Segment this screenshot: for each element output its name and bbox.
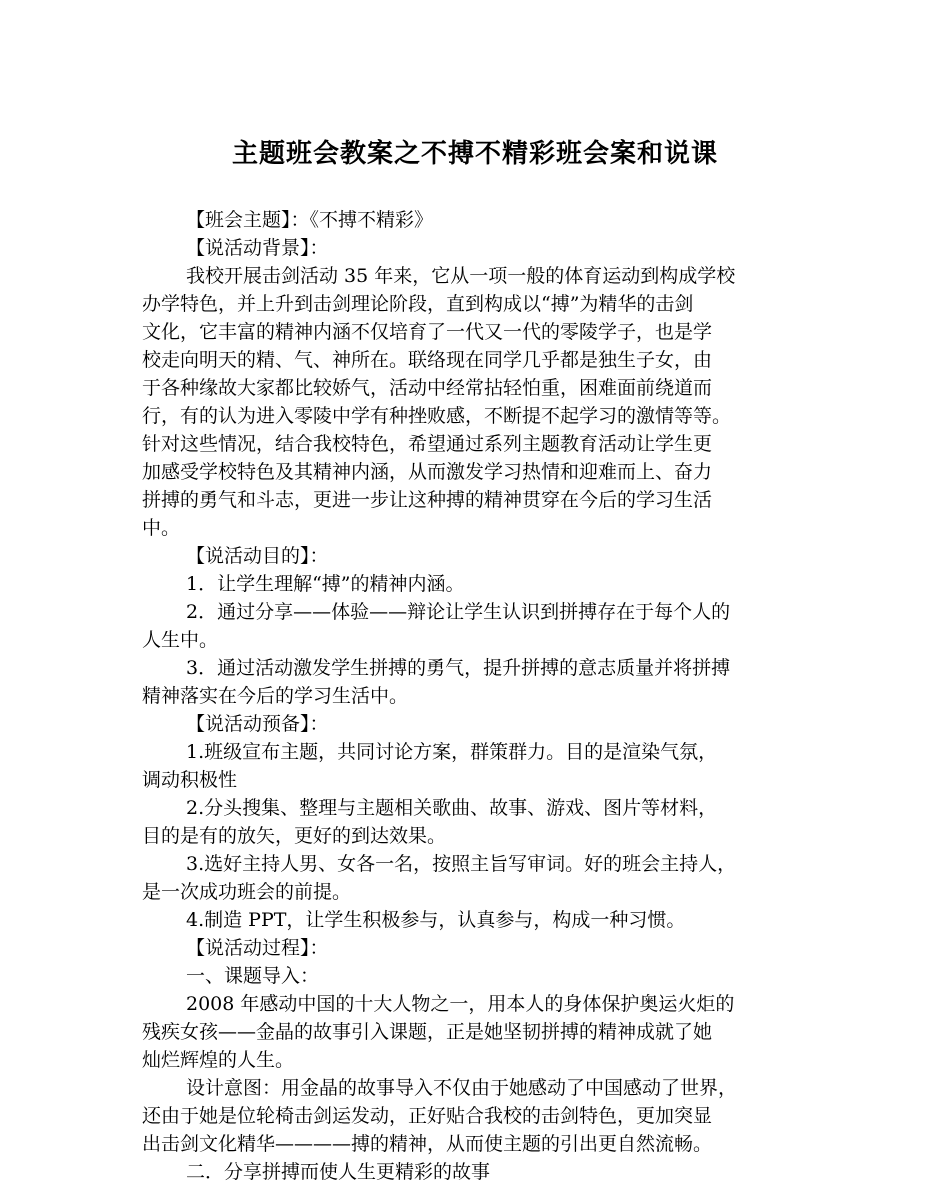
text-line: 办学特色，并上升到击剑理论阶段，直到构成以“搏”为精华的击剑 — [142, 293, 694, 315]
text-line: 精神落实在今后的学习生活中。 — [142, 685, 409, 707]
text-line: 出击剑文化精华————搏的精神，从而使主题的引出更自然流畅。 — [142, 1133, 713, 1155]
text-line: 【说活动预备】： — [186, 713, 329, 735]
text-line: 【班会主题】：《不搏不精彩》 — [186, 209, 434, 231]
text-line: 行，有的认为进入零陵中学有种挫败感，不断提不起学习的激情等等。 — [142, 405, 732, 427]
text-line: 3.选好主持人男、女各一名，按照主旨写审词。好的班会主持人， — [186, 853, 737, 875]
text-line: 一、课题导入： — [186, 965, 320, 987]
text-line: 灿烂辉煌的人生。 — [142, 1049, 295, 1071]
text-line: 残疾女孩——金晶的故事引入课题，正是她坚韧拼搏的精神成就了她 — [142, 1021, 713, 1043]
document-body — [142, 206, 814, 1186]
text-line: 2.分头搜集、整理与主题相关歌曲、故事、游戏、图片等材料， — [186, 797, 718, 819]
text-line: 【说活动过程】： — [186, 937, 329, 959]
text-line: 2．通过分享——体验——辩论让学生认识到拼搏存在于每个人的 — [186, 601, 731, 623]
text-line: 目的是有的放矢，更好的到达效果。 — [142, 825, 447, 847]
text-line: 我校开展击剑活动 35 年来，它从一项一般的体育运动到构成学校 — [186, 265, 736, 287]
text-line: 3．通过活动激发学生拼搏的勇气，提升拼搏的意志质量并将拼搏 — [186, 657, 731, 679]
text-line: 2008 年感动中国的十大人物之一，用本人的身体保护奥运火炬的 — [186, 993, 735, 1015]
text-line: 加感受学校特色及其精神内涵，从而激发学习热情和迎难而上、奋力 — [142, 461, 713, 483]
text-line: 4.制造 PPT，让学生积极参与，认真参与，构成一种习惯。 — [186, 909, 686, 931]
text-line: 还由于她是位轮椅击剑运发动，正好贴合我校的击剑特色，更加突显 — [142, 1105, 713, 1127]
text-line: 是一次成功班会的前提。 — [142, 881, 352, 903]
text-line: 【说活动目的】： — [186, 545, 329, 567]
text-line: 中。 — [142, 517, 181, 539]
text-line: 人生中。 — [142, 629, 219, 651]
text-line: 文化，它丰富的精神内涵不仅培育了一代又一代的零陵学子，也是学 — [142, 321, 713, 343]
text-line: 针对这些情况，结合我校特色，希望通过系列主题教育活动让学生更 — [142, 433, 713, 455]
text-line: 设计意图：用金晶的故事导入不仅由于她感动了中国感动了世界， — [186, 1077, 738, 1099]
document-title: 主题班会教案之不搏不精彩班会案和说课 — [231, 139, 718, 169]
text-line: 校走向明天的精、气、神所在。联络现在同学几乎都是独生子女，由 — [142, 349, 713, 371]
text-line: 于各种缘故大家都比较娇气，活动中经常拈轻怕重，困难面前绕道而 — [142, 377, 713, 399]
text-line: 拼搏的勇气和斗志，更进一步让这种搏的精神贯穿在今后的学习生活 — [142, 489, 713, 511]
text-line: 1．让学生理解“搏”的精神内涵。 — [186, 573, 465, 595]
text-line: 调动积极性 — [142, 769, 238, 791]
text-line: 【说活动背景】： — [186, 237, 329, 259]
text-line: 1.班级宣布主题，共同讨论方案，群策群力。目的是渲染气氛， — [186, 741, 718, 763]
text-line: 二．分享拼搏而使人生更精彩的故事 — [186, 1161, 491, 1183]
